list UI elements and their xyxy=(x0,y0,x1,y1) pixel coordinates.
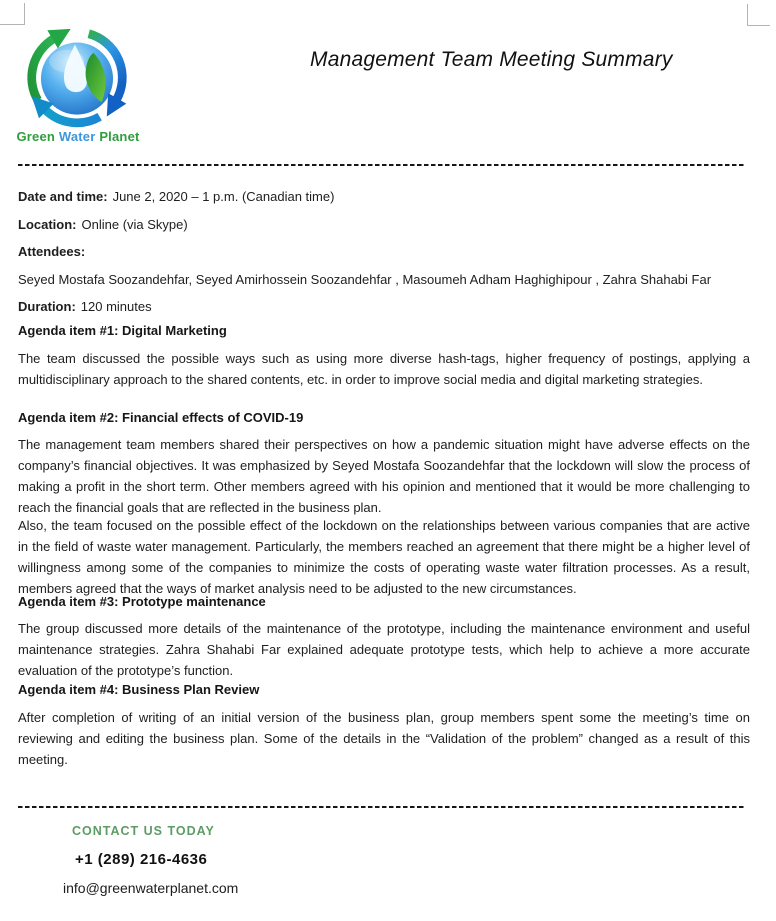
dashed-divider-top xyxy=(18,164,745,166)
green-water-planet-logo-icon xyxy=(22,24,132,129)
agenda-heading-2: Agenda item #2: Financial effects of COVID-19 xyxy=(18,410,304,425)
logo-word-green: Green xyxy=(16,129,56,144)
meta-location-line xyxy=(18,211,758,239)
agenda-heading-4: Agenda item #4: Business Plan Review xyxy=(18,682,260,697)
contact-email: info@greenwaterplanet.com xyxy=(63,880,239,896)
dashed-divider-bottom xyxy=(18,806,745,808)
contact-phone: +1 (289) 216-4636 xyxy=(75,851,208,868)
meta-duration-label: Duration: xyxy=(18,299,76,314)
logo-word-water: Water xyxy=(58,129,96,144)
meta-attendees-line xyxy=(18,238,758,266)
meta-duration-line xyxy=(18,293,758,321)
page-margin-mark-top-right xyxy=(747,4,770,26)
agenda-paragraph-4: After completion of writing of an initial version of the business plan, group members spent some the meeting’s time on reviewing and editing the business plan. Some of the details in the “Validation of the problem” changed as a result of this meeting. xyxy=(18,710,750,767)
meta-attendees-label: Attendees: xyxy=(18,244,86,259)
meeting-meta xyxy=(18,183,758,321)
logo-word-planet: Planet xyxy=(99,129,140,144)
meta-date-label: Date and time: xyxy=(18,189,108,204)
agenda-paragraph-3: The group discussed more details of the maintenance of the prototype, including the maintenance environment and useful maintenance strategies. Zahra Shahabi Far explained adequate prototype tests, which help to achieve a more accurate evaluation of the prototype’s function. xyxy=(18,621,750,678)
meta-duration-value: 120 minutes xyxy=(80,299,152,314)
logo-wordmark xyxy=(16,129,140,144)
agenda-heading-3: Agenda item #3: Prototype maintenance xyxy=(18,594,266,609)
contact-heading: CONTACT US TODAY xyxy=(72,824,215,838)
meta-date-value: June 2, 2020 – 1 p.m. (Canadian time) xyxy=(112,189,335,204)
meta-attendees-names: Seyed Mostafa Soozandehfar, Seyed Amirhossein Soozandehfar , Masoumeh Adham Haghighipour , Zahra Shahabi Far xyxy=(18,271,712,287)
meta-location-value: Online (via Skype) xyxy=(81,216,188,232)
agenda-heading-1: Agenda item #1: Digital Marketing xyxy=(18,323,227,338)
page-margin-mark-top-left xyxy=(0,3,25,25)
document-title: Management Team Meeting Summary xyxy=(310,48,673,71)
agenda-paragraph-1: The team discussed the possible ways such as using more diverse hash-tags, higher frequency of postings, applying a multidisciplinary approach to the shared contents, etc. in order to improve social media and digital marketing strategies. xyxy=(18,351,750,387)
meta-date-line xyxy=(18,183,758,211)
meta-location-label: Location: xyxy=(18,216,77,232)
agenda-paragraph-2a: The management team members shared their perspectives on how a pandemic situation might have adverse effects on the company’s financial objectives. It was emphasized by Seyed Mostafa Soozandehfar that the lockdown will slow the process of making a profit in the short term. Other members agreed with his opinion and mentioned that it would be more challenging to reach the financial goals that are reflected in the business plan. xyxy=(18,437,750,515)
agenda-paragraph-2b: Also, the team focused on the possible effect of the lockdown on the relationships between various companies that are active in the field of waste water management. Particularly, the members reached an agreement that there might be a higher level of willingness among some of the companies to minimize the costs of operating waste water filtration processes. As a result, members agreed that the ways of market analysis need to be adjusted to the new circumstances. xyxy=(18,518,750,596)
